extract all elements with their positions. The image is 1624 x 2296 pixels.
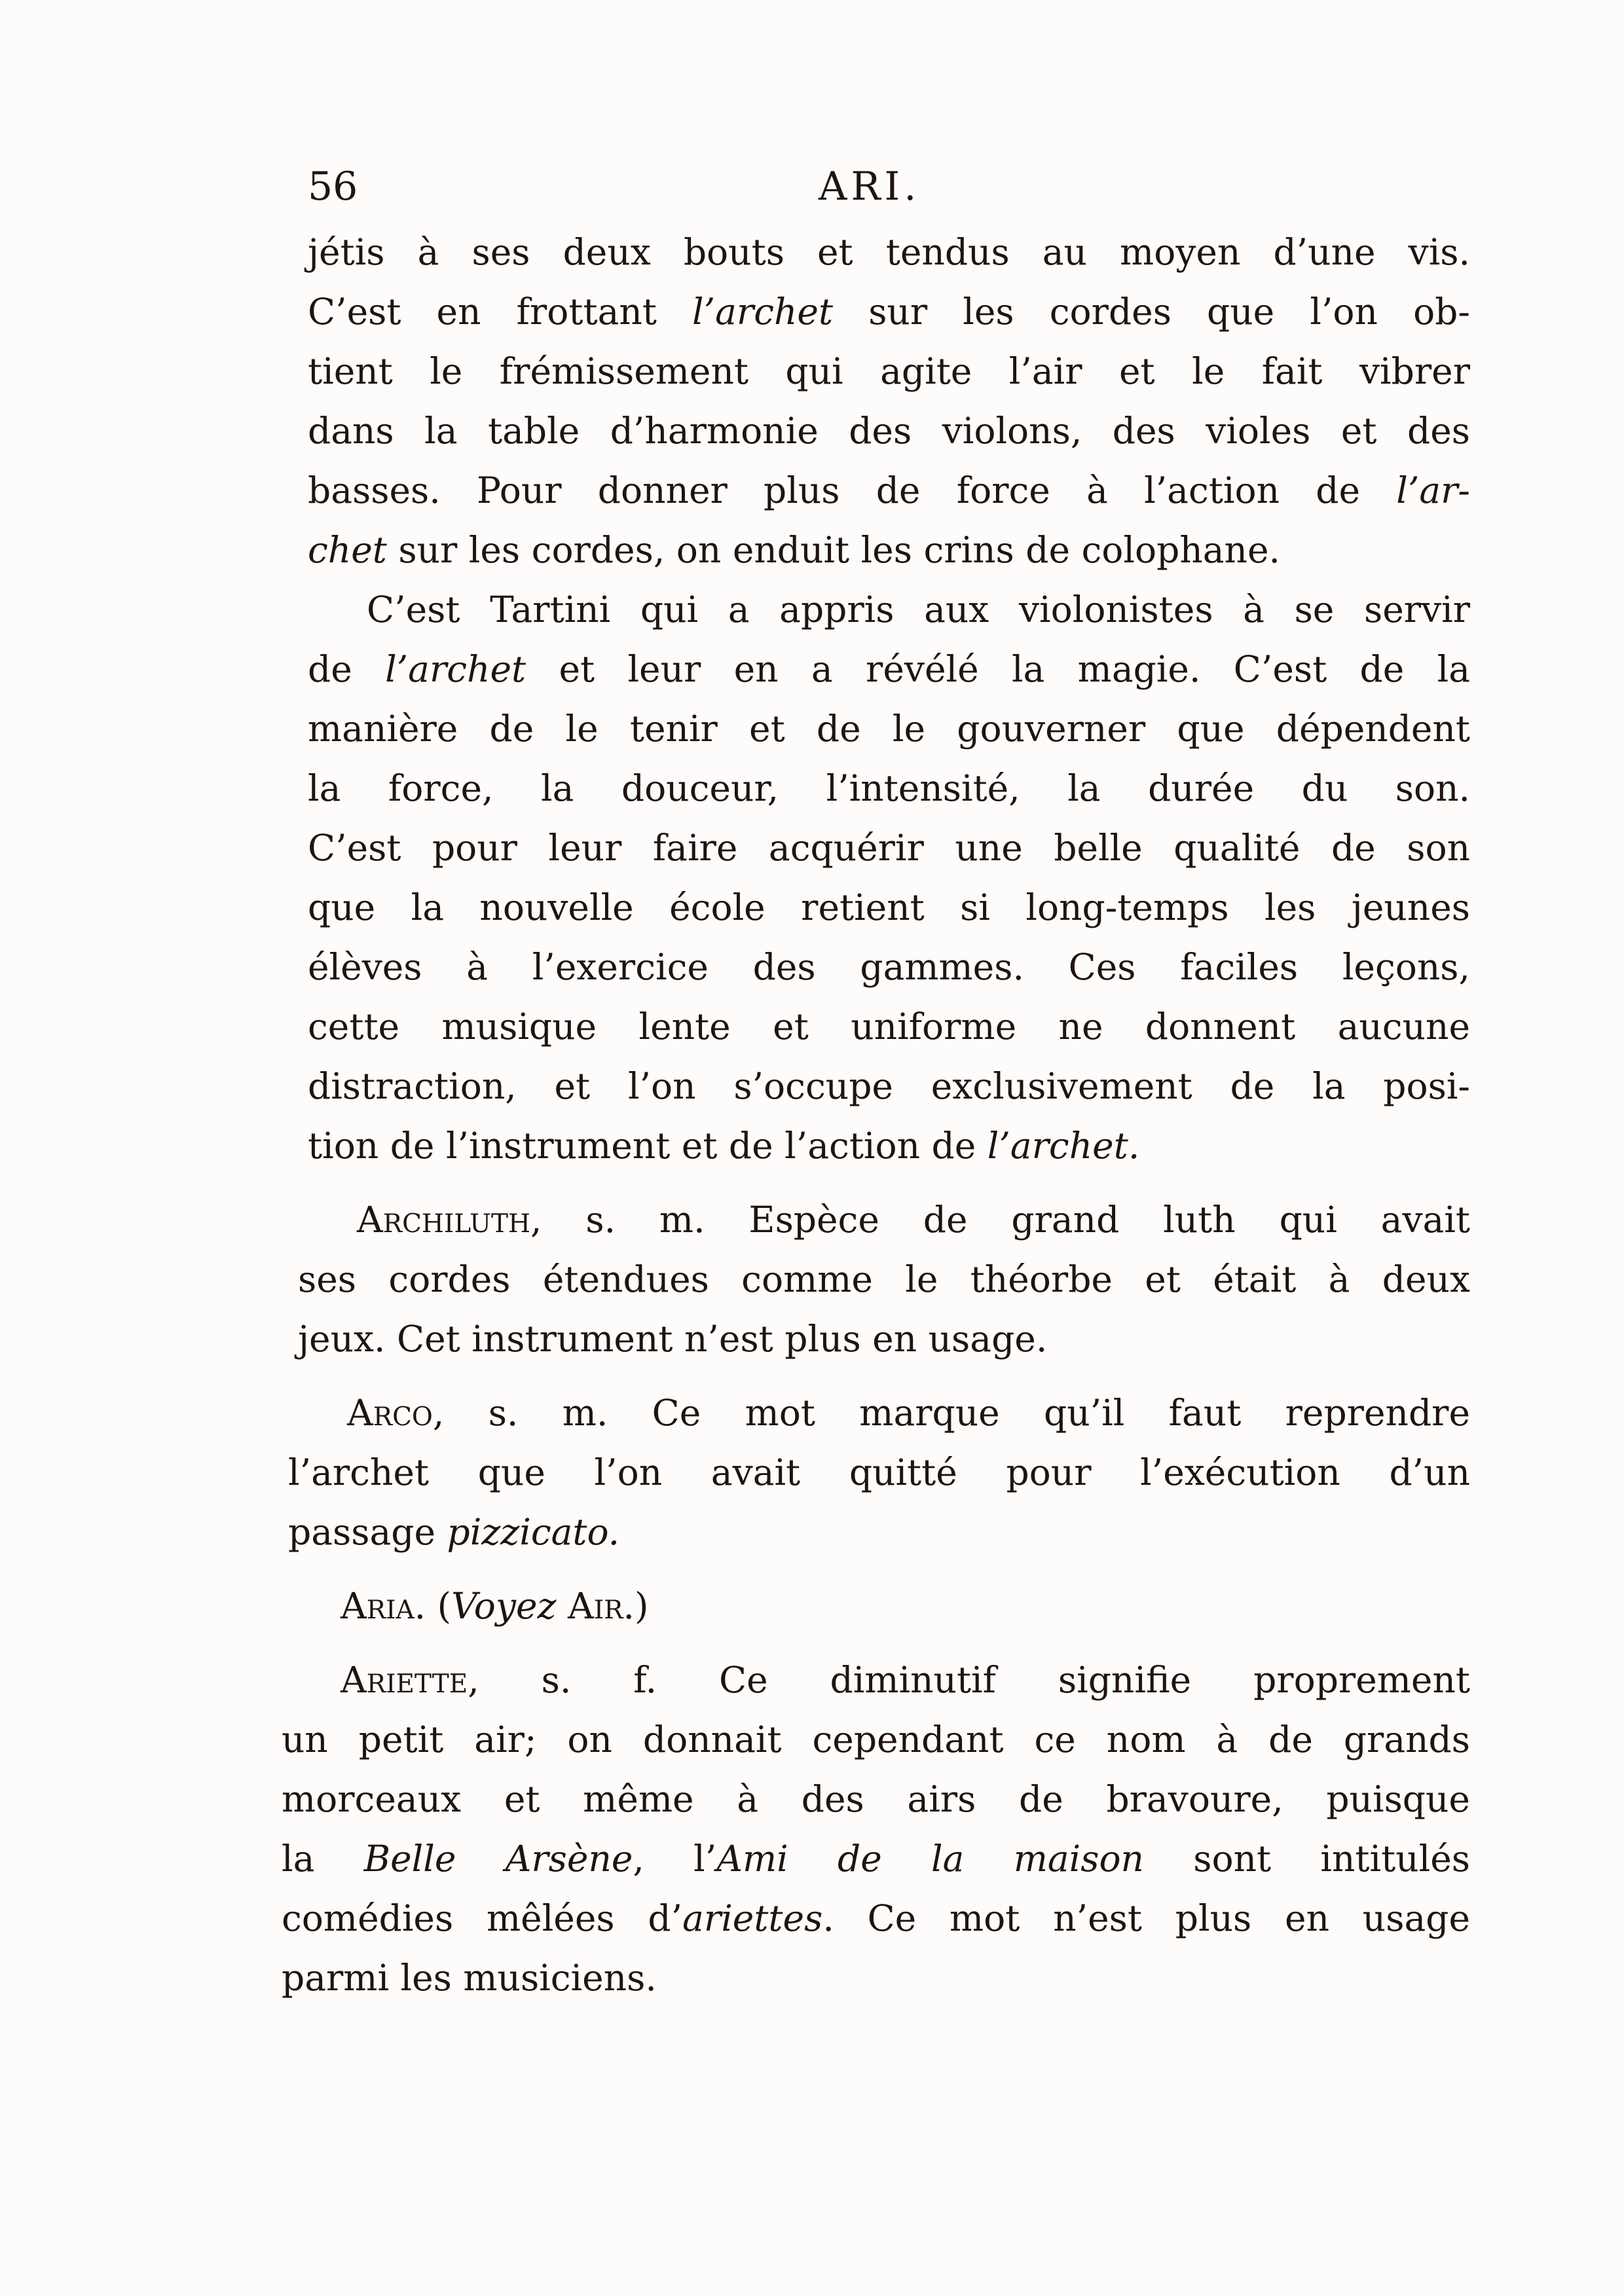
text-run: la	[282, 1838, 364, 1880]
text-line	[308, 640, 1470, 699]
text-line	[288, 1383, 1470, 1443]
entry-headword: Arco	[347, 1392, 433, 1434]
text-run: sur les cordes que l’on ob-	[833, 291, 1470, 333]
text-line	[288, 1443, 1470, 1503]
paragraph-gap	[282, 1562, 1470, 1576]
text-run: que la nouvelle école retient si long-temps les jeunes	[308, 886, 1470, 928]
entry-headword: Archiluth	[357, 1199, 530, 1241]
italic-run: l’archet	[692, 291, 834, 333]
italic-run: chet	[308, 529, 387, 571]
text-line	[308, 282, 1470, 342]
italic-run: ariettes	[682, 1897, 823, 1939]
text-line	[308, 223, 1470, 282]
text-line	[308, 580, 1470, 640]
text-line	[308, 461, 1470, 520]
text-line	[308, 1116, 1470, 1176]
text-line	[308, 878, 1470, 938]
text-run: et leur en a révélé la magie. C’est de la	[526, 648, 1470, 690]
paragraph-gap	[282, 1369, 1470, 1383]
text-line	[308, 759, 1470, 818]
text-block	[282, 151, 1470, 2008]
entry-headword: Aria	[341, 1585, 415, 1627]
text-line	[308, 520, 1470, 580]
text-run: morceaux et même à des airs de bravoure, puisque	[282, 1778, 1470, 1820]
text-run: élèves à l’exercice des gammes. Ces faciles leçons,	[308, 946, 1470, 988]
text-line	[282, 1948, 1470, 2008]
text-run: sur les cordes, on enduit les crins de colophane.	[386, 529, 1280, 571]
text-run: comédies mêlées d’	[282, 1897, 683, 1939]
text-run: tion de l’instrument et de l’action de	[308, 1125, 987, 1167]
text-run: manière de le tenir et de le gouverner que dépendent	[308, 708, 1470, 750]
text-run: sont intitulés	[1143, 1838, 1470, 1880]
text-line	[308, 818, 1470, 878]
text-line	[282, 1829, 1470, 1889]
text-run: de	[308, 648, 386, 690]
text-line	[298, 1309, 1470, 1369]
entry-headword: Air	[567, 1585, 623, 1627]
text-run: ses cordes étendues comme le théorbe et était à deux	[298, 1258, 1470, 1300]
text-line	[308, 997, 1470, 1057]
entry-headword: Ariette	[341, 1659, 468, 1701]
paragraph-gap	[282, 1636, 1470, 1650]
paragraph	[308, 580, 1470, 1176]
paragraph	[298, 1190, 1470, 1369]
text-line	[282, 1889, 1470, 1948]
running-head-word: ARI.	[819, 164, 921, 210]
paragraph	[282, 1650, 1470, 2008]
text-run: jeux. Cet instrument n’est plus en usage.	[298, 1318, 1048, 1360]
italic-run: Voyez	[451, 1585, 557, 1627]
italic-run: l’archet	[385, 648, 526, 690]
text-run	[556, 1585, 567, 1627]
page-number: 56	[308, 164, 358, 210]
text-line	[288, 1503, 1470, 1562]
text-line	[308, 938, 1470, 997]
text-run: un petit air; on donnait cependant ce nom à de grands	[282, 1719, 1470, 1760]
text-run: la force, la douceur, l’intensité, la durée du son.	[308, 767, 1470, 809]
text-run: C’est en frottant	[308, 291, 693, 333]
text-line	[282, 1576, 1470, 1636]
text-run: passage	[288, 1511, 447, 1553]
paragraph	[282, 1576, 1470, 1636]
text-line	[282, 1770, 1470, 1829]
italic-run: Ami de la maison	[716, 1838, 1144, 1880]
text-run: C’est Tartini qui a appris aux violonistes à se servir	[367, 589, 1470, 630]
text-line	[308, 699, 1470, 759]
paragraph	[308, 223, 1470, 580]
text-run: , s. m. Espèce de grand luth qui avait	[530, 1199, 1470, 1241]
text-run: , s. m. Ce mot marque qu’il faut reprendre	[432, 1392, 1470, 1434]
text-line	[298, 1250, 1470, 1309]
text-run: C’est pour leur faire acquérir une belle qualité de son	[308, 827, 1470, 869]
text-line	[282, 1710, 1470, 1770]
italic-run: l’archet.	[987, 1125, 1140, 1167]
text-line	[308, 401, 1470, 461]
text-run: l’archet que l’on avait quitté pour l’exécution d’un	[288, 1451, 1470, 1493]
text-run: . (	[414, 1585, 452, 1627]
body-text	[282, 223, 1470, 2008]
italic-run: pizzicato.	[447, 1511, 620, 1553]
text-run: , s. f. Ce diminutif signifie proprement	[468, 1659, 1470, 1701]
text-run: tient le frémissement qui agite l’air et le fait vibrer	[308, 350, 1470, 392]
text-line	[308, 342, 1470, 401]
text-run: basses. Pour donner plus de force à l’action de	[308, 469, 1397, 511]
text-run: distraction, et l’on s’occupe exclusivement de la posi-	[308, 1065, 1470, 1107]
text-run: .)	[623, 1585, 649, 1627]
paragraph	[288, 1383, 1470, 1562]
text-run: , l’	[633, 1838, 717, 1880]
text-run: dans la table d’harmonie des violons, des violes et des	[308, 410, 1470, 452]
text-line	[282, 1650, 1470, 1710]
text-run: jétis à ses deux bouts et tendus au moyen d’une vis.	[308, 231, 1470, 273]
text-run: cette musique lente et uniforme ne donnent aucune	[308, 1006, 1470, 1048]
text-run: . Ce mot n’est plus en usage	[822, 1897, 1470, 1939]
italic-run: Belle Arsène	[363, 1838, 633, 1880]
running-head	[308, 151, 1470, 223]
paragraph-gap	[282, 1176, 1470, 1190]
text-run: parmi les musiciens.	[282, 1957, 657, 1999]
text-line	[308, 1057, 1470, 1116]
italic-run: l’ar-	[1396, 469, 1470, 511]
text-line	[298, 1190, 1470, 1250]
